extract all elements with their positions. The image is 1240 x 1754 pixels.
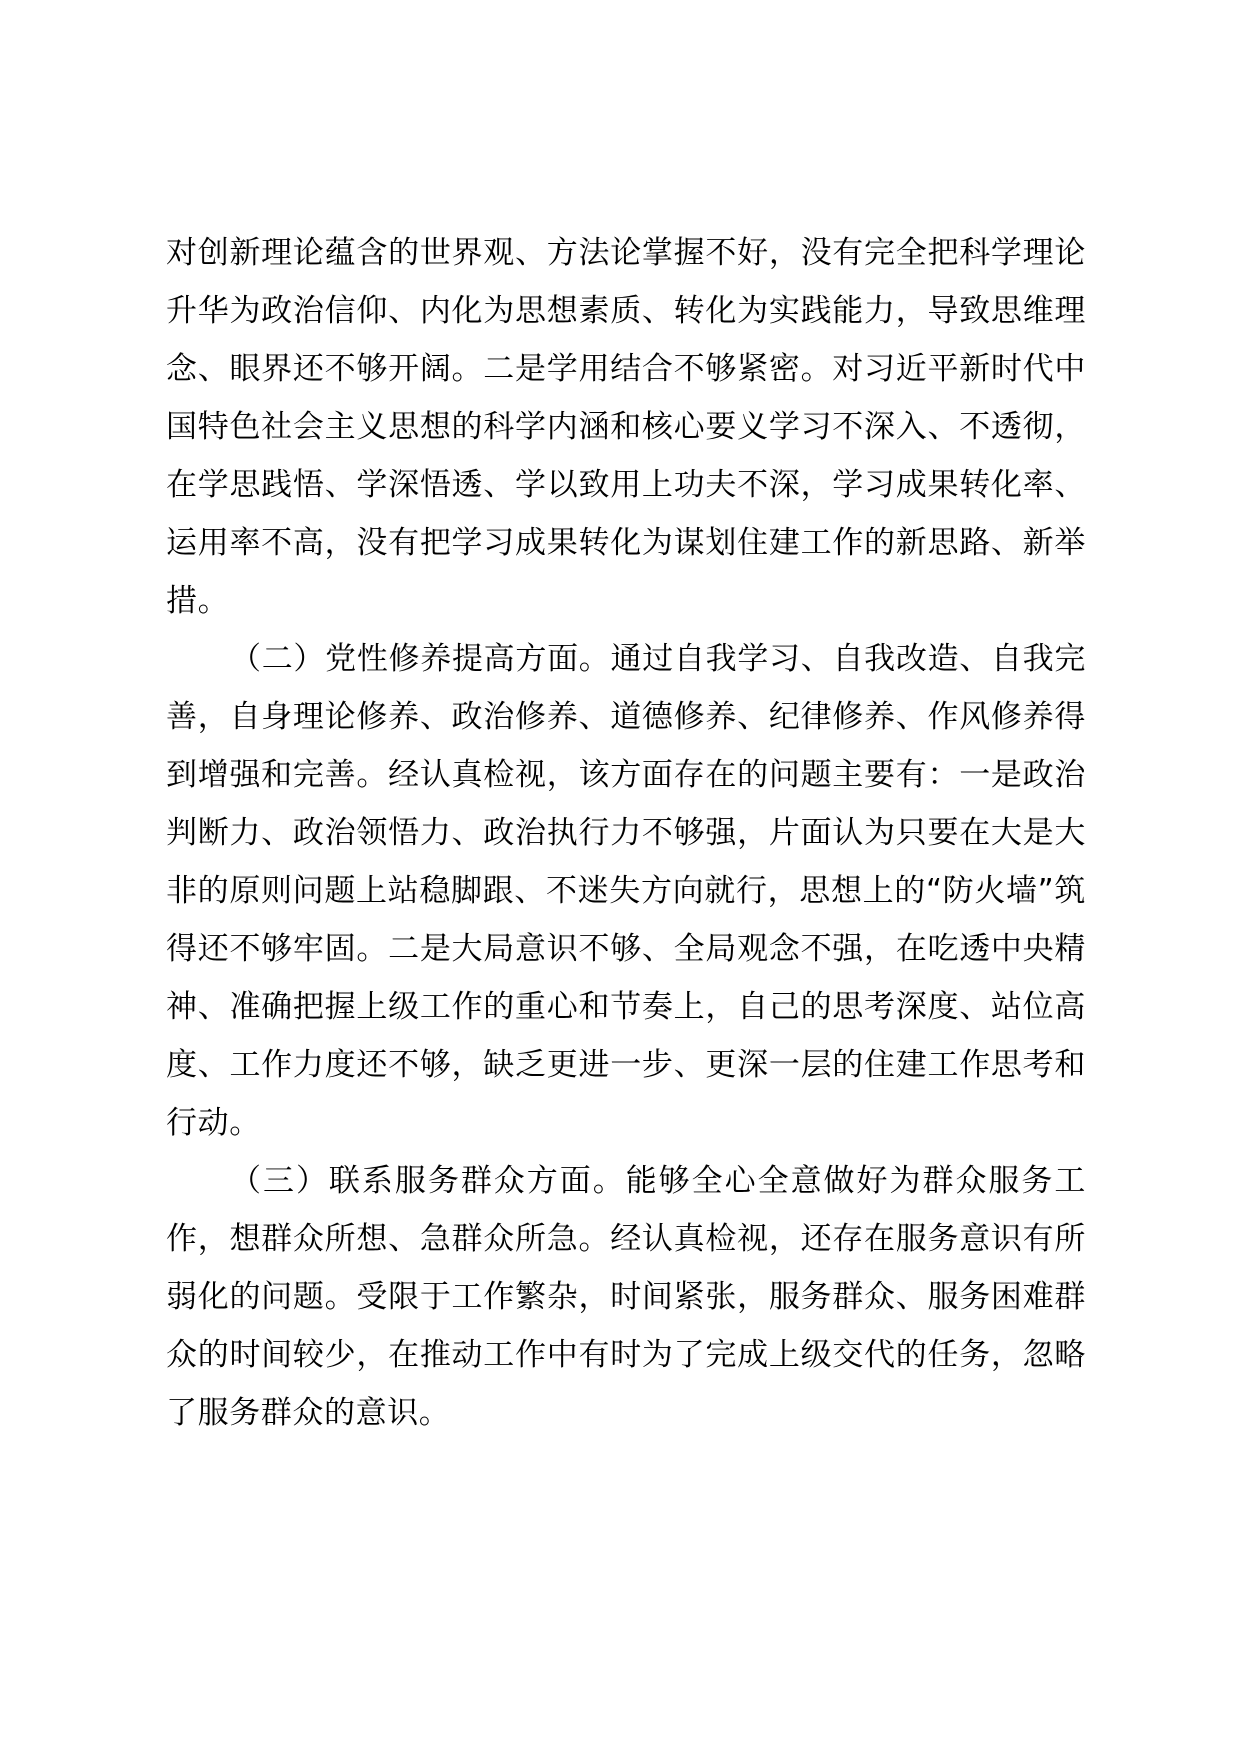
document-body: [166, 224, 1086, 1442]
paragraph-serving-the-masses: （三）联系服务群众方面。能够全心全意做好为群众服务工作，想群众所想、急群众所急。经认真检视，还存在服务意识有所弱化的问题。受限于工作繁杂，时间紧张，服务群众、服务困难群众的时间较少，在推动工作中有时为了完成上级交代的任务，忽略了服务群众的意识。: [166, 1163, 1086, 1431]
paragraph-party-spirit-cultivation: （二）党性修养提高方面。通过自我学习、自我改造、自我完善，自身理论修养、政治修养、道德修养、纪律修养、作风修养得到增强和完善。经认真检视，该方面存在的问题主要有：一是政治判断力、政治领悟力、政治执行力不够强，片面认为只要在大是大非的原则问题上站稳脚跟、不迷失方向就行，思想上的“防火墙”筑得还不够牢固。二是大局意识不够、全局观念不强，在吃透中央精神、准确把握上级工作的重心和节奏上，自己的思考深度、站位高度、工作力度还不够，缺乏更进一步、更深一层的住建工作思考和行动。: [166, 641, 1086, 1141]
paragraph-study-problems-continued: 对创新理论蕴含的世界观、方法论掌握不好，没有完全把科学理论升华为政治信仰、内化为思想素质、转化为实践能力，导致思维理念、眼界还不够开阔。二是学用结合不够紧密。对习近平新时代中国特色社会主义思想的科学内涵和核心要义学习不深入、不透彻，在学思践悟、学深悟透、学以致用上功夫不深，学习成果转化率、运用率不高，没有把学习成果转化为谋划住建工作的新思路、新举措。: [166, 235, 1086, 619]
